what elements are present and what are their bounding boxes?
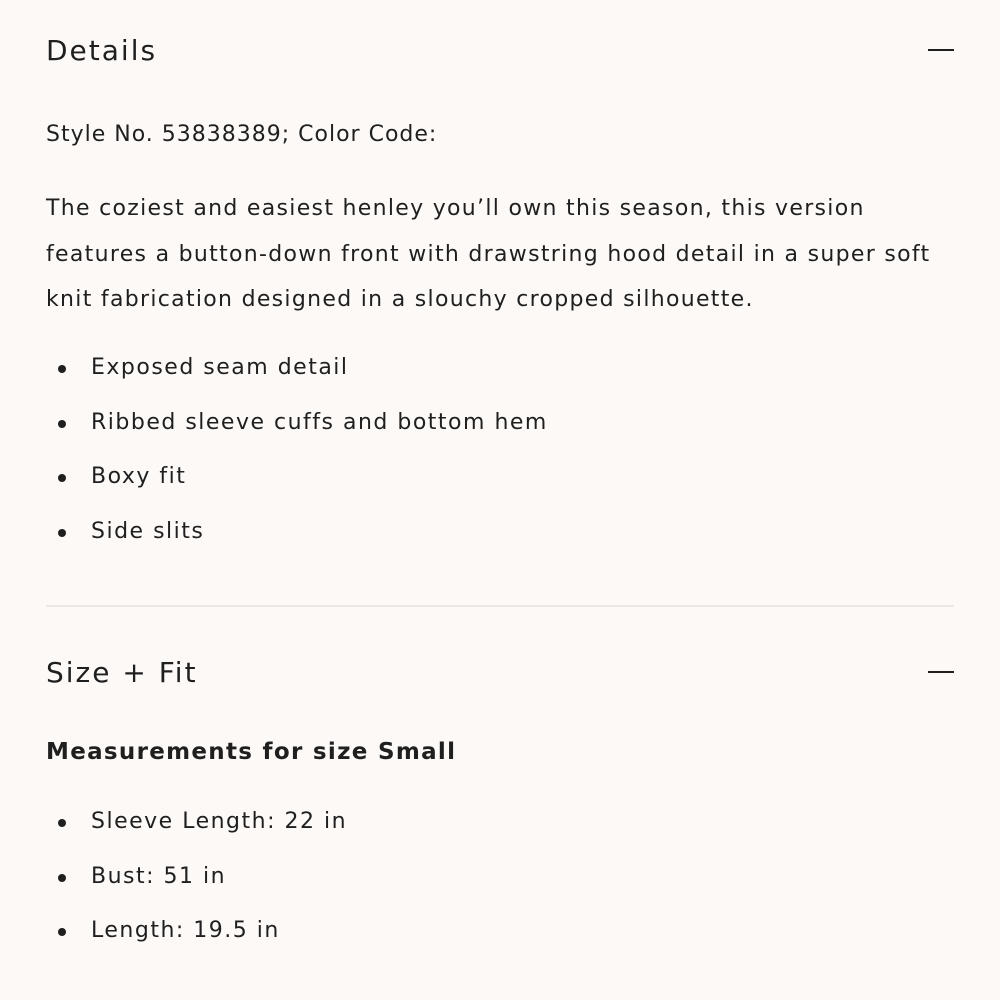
size-fit-title: Size + Fit xyxy=(46,655,198,689)
list-item: Ribbed sleeve cuffs and bottom hem xyxy=(46,408,548,463)
details-accordion-header[interactable] xyxy=(46,30,954,70)
list-item: Boxy fit xyxy=(46,462,548,517)
list-item: Exposed seam detail xyxy=(46,353,548,408)
measurements-list xyxy=(46,807,347,971)
details-title: Details xyxy=(46,33,158,67)
measurements-heading: Measurements for size Small xyxy=(46,739,457,765)
feature-list xyxy=(46,353,548,571)
list-item: Length: 19.5 in xyxy=(46,916,347,971)
section-divider xyxy=(46,605,954,607)
product-description: The coziest and easiest henley you’ll own this season, this version features a button-down front with drawstring hood detail in a super soft knit fabrication designed in a slouchy cropped silhouette. xyxy=(46,196,931,312)
list-item: Bust: 51 in xyxy=(46,862,347,917)
list-item: Side slits xyxy=(46,517,548,572)
list-item: Sleeve Length: 22 in xyxy=(46,807,347,862)
size-fit-accordion-header[interactable] xyxy=(46,652,954,692)
minus-icon[interactable] xyxy=(928,49,954,51)
minus-icon[interactable] xyxy=(928,671,954,673)
style-number: Style No. 53838389; Color Code: xyxy=(46,122,438,147)
